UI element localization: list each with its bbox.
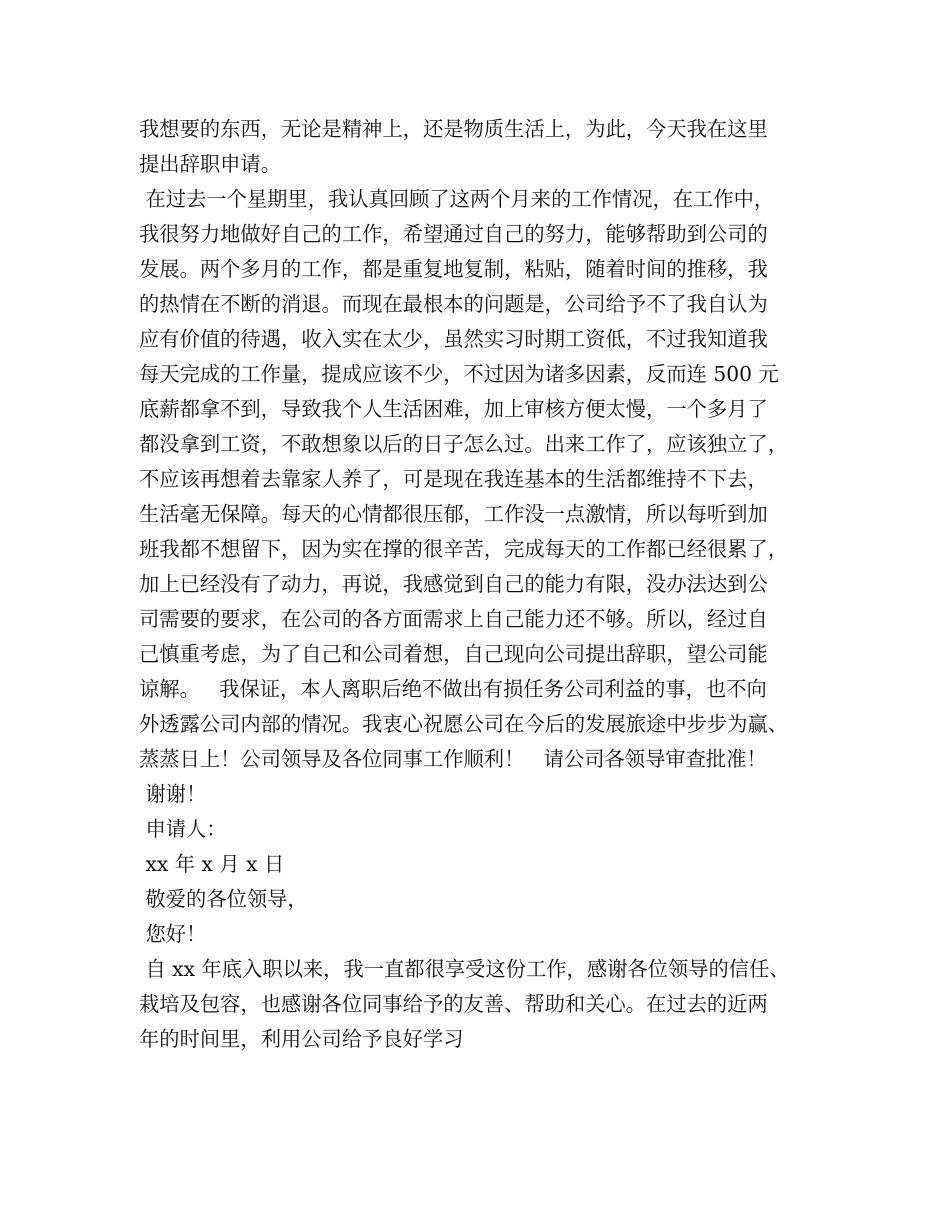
text-line: 申请人： xyxy=(139,817,227,841)
text-line: 每天完成的工作量，提成应该不少，不过因为诸多因素，反而连 500 元 xyxy=(139,362,779,386)
text-line: 栽培及包容，也感谢各位同事给予的友善、帮助和关心。在过去的近两 xyxy=(139,992,768,1016)
text-line: 我很努力地做好自己的工作，希望通过自己的努力，能够帮助到公司的 xyxy=(139,222,768,246)
text-line: 发展。两个多月的工作，都是重复地复制，粘贴，随着时间的推移，我 xyxy=(139,257,768,281)
text-line: 班我都不想留下，因为实在撑的很辛苦，完成每天的工作都已经很累了， xyxy=(139,537,789,561)
text-line: 的热情在不断的消退。而现在最根本的问题是，公司给予不了我自认为 xyxy=(139,292,768,316)
text-line: 您好！ xyxy=(139,922,207,946)
text-line: 谅解。 我保证，本人离职后绝不做出有损任务公司利益的事，也不向 xyxy=(139,677,767,701)
text-line: 在过去一个星期里，我认真回顾了这两个月来的工作情况，在工作中， xyxy=(139,187,775,211)
text-line: 敬爱的各位领导， xyxy=(139,887,308,911)
text-line: 司需要的要求，在公司的各方面需求上自己能力还不够。所以，经过自 xyxy=(139,607,768,631)
text-line: 蒸蒸日上！公司领导及各位同事工作顺利！ 请公司各领导审查批准！ xyxy=(139,747,767,771)
text-line: 谢谢！ xyxy=(139,782,207,806)
text-line: 底薪都拿不到，导致我个人生活困难，加上审核方便太慢，一个多月了 xyxy=(139,397,768,421)
text-line: 都没拿到工资，不敢想象以后的日子怎么过。出来工作了，应该独立了， xyxy=(139,432,789,456)
text-line: 我想要的东西，无论是精神上，还是物质生活上，为此，今天我在这里 xyxy=(139,117,768,141)
text-line: 自 xx 年底入职以来，我一直都很享受这份工作，感谢各位领导的信任、 xyxy=(139,957,790,981)
text-line: 不应该再想着去靠家人养了，可是现在我连基本的生活都维持不下去， xyxy=(139,467,768,491)
text-line: 应有价值的待遇，收入实在太少，虽然实习时期工资低，不过我知道我 xyxy=(139,327,768,351)
text-line: 提出辞职申请。 xyxy=(139,152,281,176)
text-line: 外透露公司内部的情况。我衷心祝愿公司在今后的发展旅途中步步为赢、 xyxy=(139,712,789,736)
text-line: 年的时间里，利用公司给予良好学习 xyxy=(139,1027,464,1051)
text-line: 生活毫无保障。每天的心情都很压郁，工作没一点激情，所以每听到加 xyxy=(139,502,768,526)
text-line: 己慎重考虑，为了自己和公司着想，自己现向公司提出辞职，望公司能 xyxy=(139,642,768,666)
text-line: xx 年 x 月 x 日 xyxy=(139,852,285,876)
text-line: 加上已经没有了动力，再说，我感觉到自己的能力有限，没办法达到公 xyxy=(139,572,768,596)
